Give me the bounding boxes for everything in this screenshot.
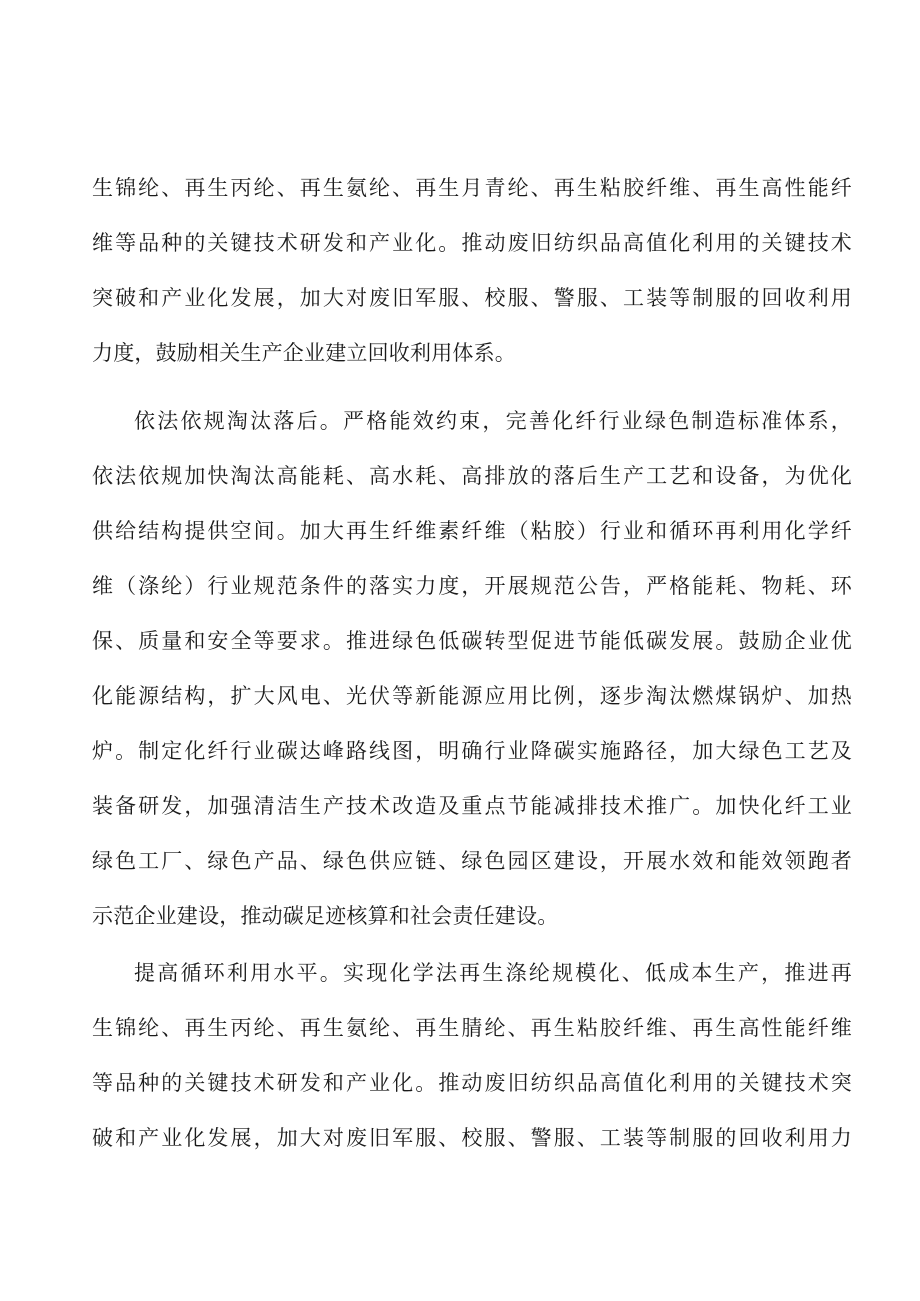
paragraph-2-line-5: 保、质量和安全等要求。推进绿色低碳转型促进节能低碳发展。鼓励企业优 <box>92 629 852 653</box>
paragraph-1-line-1: 生锦纶、再生丙纶、再生氨纶、再生月青纶、再生粘胶纤维、再生高性能纤 <box>92 176 852 200</box>
paragraph-2-line-4: 维（涤纶）行业规范条件的落实力度，开展规范公告，严格能耗、物耗、环 <box>92 574 852 598</box>
paragraph-3-line-3: 等品种的关键技术研发和产业化。推动废旧纺织品高值化利用的关键技术突 <box>92 1071 852 1095</box>
paragraph-2-line-6: 化能源结构，扩大风电、光伏等新能源应用比例，逐步淘汰燃煤锅炉、加热 <box>92 684 852 708</box>
paragraph-2-line-10: 示范企业建设，推动碳足迹核算和社会责任建设。 <box>92 904 559 928</box>
paragraph-2-line-8: 装备研发，加强清洁生产技术改造及重点节能减排技术推广。加快化纤工业 <box>92 794 852 818</box>
paragraph-2-line-7: 炉。制定化纤行业碳达峰路线图，明确行业降碳实施路径，加大绿色工艺及 <box>92 739 852 763</box>
paragraph-3-line-2: 生锦纶、再生丙纶、再生氨纶、再生腈纶、再生粘胶纤维、再生高性能纤维 <box>92 1016 852 1040</box>
paragraph-3-line-1: 提高循环利用水平。实现化学法再生涤纶规模化、低成本生产，推进再 <box>134 961 852 985</box>
paragraph-2-line-2: 依法依规加快淘汰高能耗、高水耗、高排放的落后生产工艺和设备，为优化 <box>92 464 852 488</box>
paragraph-2-line-3: 供给结构提供空间。加大再生纤维素纤维（粘胶）行业和循环再利用化学纤 <box>92 519 852 543</box>
paragraph-1-line-4: 力度，鼓励相关生产企业建立回收利用体系。 <box>92 341 516 365</box>
paragraph-1-line-3: 突破和产业化发展，加大对废旧军服、校服、警服、工装等制服的回收利用 <box>92 286 852 310</box>
paragraph-2-line-1: 依法依规淘汰落后。严格能效约束，完善化纤行业绿色制造标准体系， <box>134 409 852 433</box>
paragraph-3-line-4: 破和产业化发展，加大对废旧军服、校服、警服、工装等制服的回收利用力 <box>92 1126 852 1150</box>
paragraph-2-line-9: 绿色工厂、绿色产品、绿色供应链、绿色园区建设，开展水效和能效领跑者 <box>92 849 852 873</box>
paragraph-1-line-2: 维等品种的关键技术研发和产业化。推动废旧纺织品高值化利用的关键技术 <box>92 231 852 255</box>
